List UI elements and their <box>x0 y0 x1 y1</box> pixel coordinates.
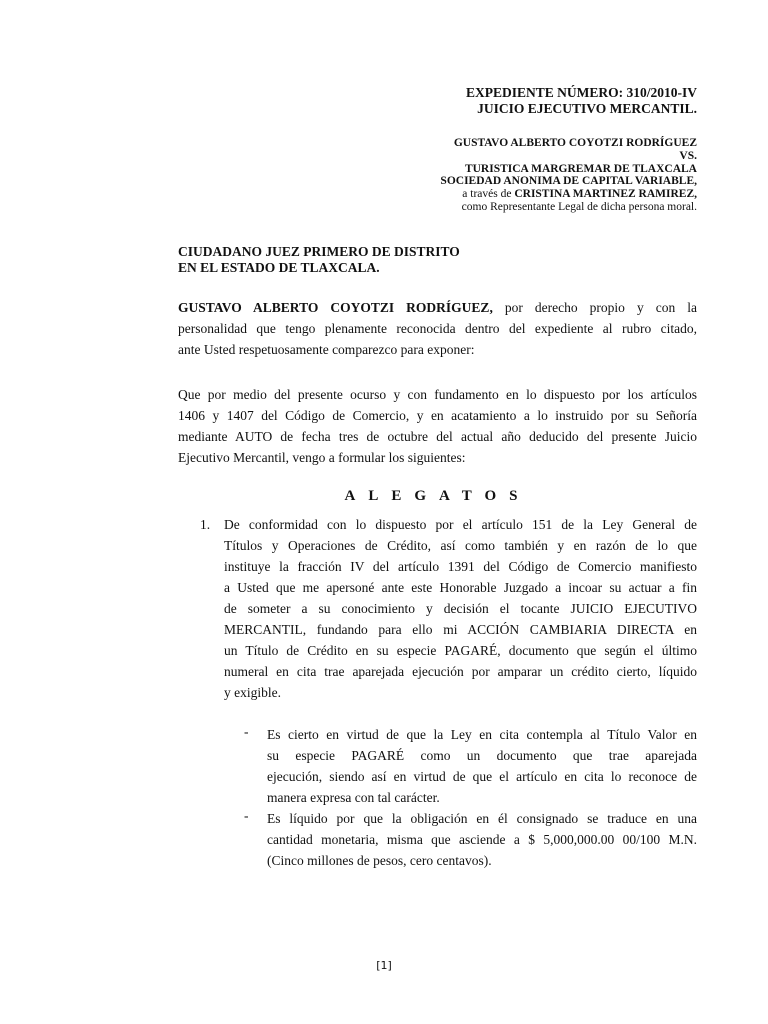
item-number: 1. <box>200 517 211 532</box>
sub-item-1 <box>267 724 697 808</box>
bullet-dash: - <box>244 808 249 823</box>
section-title: ALEGATOS <box>344 488 531 504</box>
item-line: instituye la fracción IV del artículo 1391 del Código de Comercio manifiesto <box>224 559 697 574</box>
body-line-3: mediante AUTO de fecha tres de octubre del actual año deducido del presente Juicio <box>178 429 697 444</box>
representative-name: CRISTINA MARTINEZ RAMIREZ, <box>514 188 697 201</box>
addressee-line-1: CIUDADANO JUEZ PRIMERO DE DISTRITO <box>178 244 460 259</box>
sub-item-line: manera expresa con tal carácter. <box>267 790 440 805</box>
intro-paragraph <box>178 297 697 360</box>
sub-item-line: ejecución, siendo así en virtud de que el artículo en cita lo reconoce de <box>267 769 697 784</box>
sub-item-line: (Cinco millones de pesos, cero centavos). <box>267 853 492 868</box>
item-line: un Título de Crédito en su especie PAGARÉ, documento que según el último <box>224 643 697 658</box>
body-paragraph <box>178 384 697 468</box>
sub-item-line: cantidad monetaria, misma que asciende a $ 5,000,000.00 00/100 M.N. <box>267 832 697 847</box>
body-line-1: Que por medio del presente ocurso y con fundamento en lo dispuesto por los artículos <box>178 387 697 402</box>
item-line: De conformidad con lo dispuesto por el artículo 151 de la Ley General de <box>224 517 697 532</box>
parties-block <box>277 137 697 214</box>
sub-item-line: Es cierto en virtud de que la Ley en cita contempla al Título Valor en <box>267 727 697 742</box>
intro-line-1 <box>178 297 697 318</box>
defendant-type: SOCIEDAD ANONIMA DE CAPITAL VARIABLE, <box>440 175 697 188</box>
representative-line <box>277 188 697 201</box>
bullet-dash: - <box>244 724 249 739</box>
intro-line-3: ante Usted respetuosamente comparezco para exponer: <box>178 342 475 357</box>
item-line: y exigible. <box>224 685 281 700</box>
sub-item-line: Es líquido por que la obligación en él consignado se traduce en una <box>267 811 697 826</box>
body-line-4: Ejecutivo Mercantil, vengo a formular los siguientes: <box>178 450 466 465</box>
case-header <box>277 85 697 117</box>
plaintiff-name: GUSTAVO ALBERTO COYOTZI RODRÍGUEZ <box>453 137 697 149</box>
item-line: Títulos y Operaciones de Crédito, así como también y en razón de lo que <box>224 538 697 553</box>
addressee-block <box>178 244 698 276</box>
body-line-2: 1406 y 1407 del Código de Comercio, y en acatamiento a lo instruido por su Señoría <box>178 408 697 423</box>
defendant-name: TURISTICA MARGREMAR DE TLAXCALA <box>464 162 697 175</box>
representative-role: como Representante Legal de dicha persona moral. <box>461 200 697 213</box>
intro-line-2: personalidad que tengo plenamente reconocida dentro del expediente al rubro citado, <box>178 321 697 336</box>
via-prefix: a través de <box>462 188 512 201</box>
item-line: a Usted que me apersoné ante este Honorable Juzgado a incoar su actuar a fin <box>224 580 697 595</box>
versus-label: VS. <box>679 149 697 162</box>
addressee-line-2: EN EL ESTADO DE TLAXCALA. <box>178 260 380 275</box>
trial-type: JUICIO EJECUTIVO MERCANTIL. <box>477 101 697 116</box>
item-line: MERCANTIL, fundando para ello mi ACCIÓN CAMBIARIA DIRECTA en <box>224 622 697 637</box>
case-number: EXPEDIENTE NÚMERO: 310/2010-IV <box>465 85 697 100</box>
intro-line-1-rest: por derecho propio y con la <box>504 300 698 315</box>
item-1-text <box>224 514 697 703</box>
item-line: numeral en cita trae aparejada ejecución por amparar un crédito cierto, líquido <box>224 664 697 679</box>
page-number: [1] <box>376 959 392 972</box>
sub-item-2 <box>267 808 697 871</box>
intro-name: GUSTAVO ALBERTO COYOTZI RODRÍGUEZ, <box>178 300 493 315</box>
item-line: de someter a su conocimiento y decisión el tocante JUICIO EJECUTIVO <box>224 601 697 616</box>
sub-item-line: su especie PAGARÉ como un documento que trae aparejada <box>267 748 697 763</box>
